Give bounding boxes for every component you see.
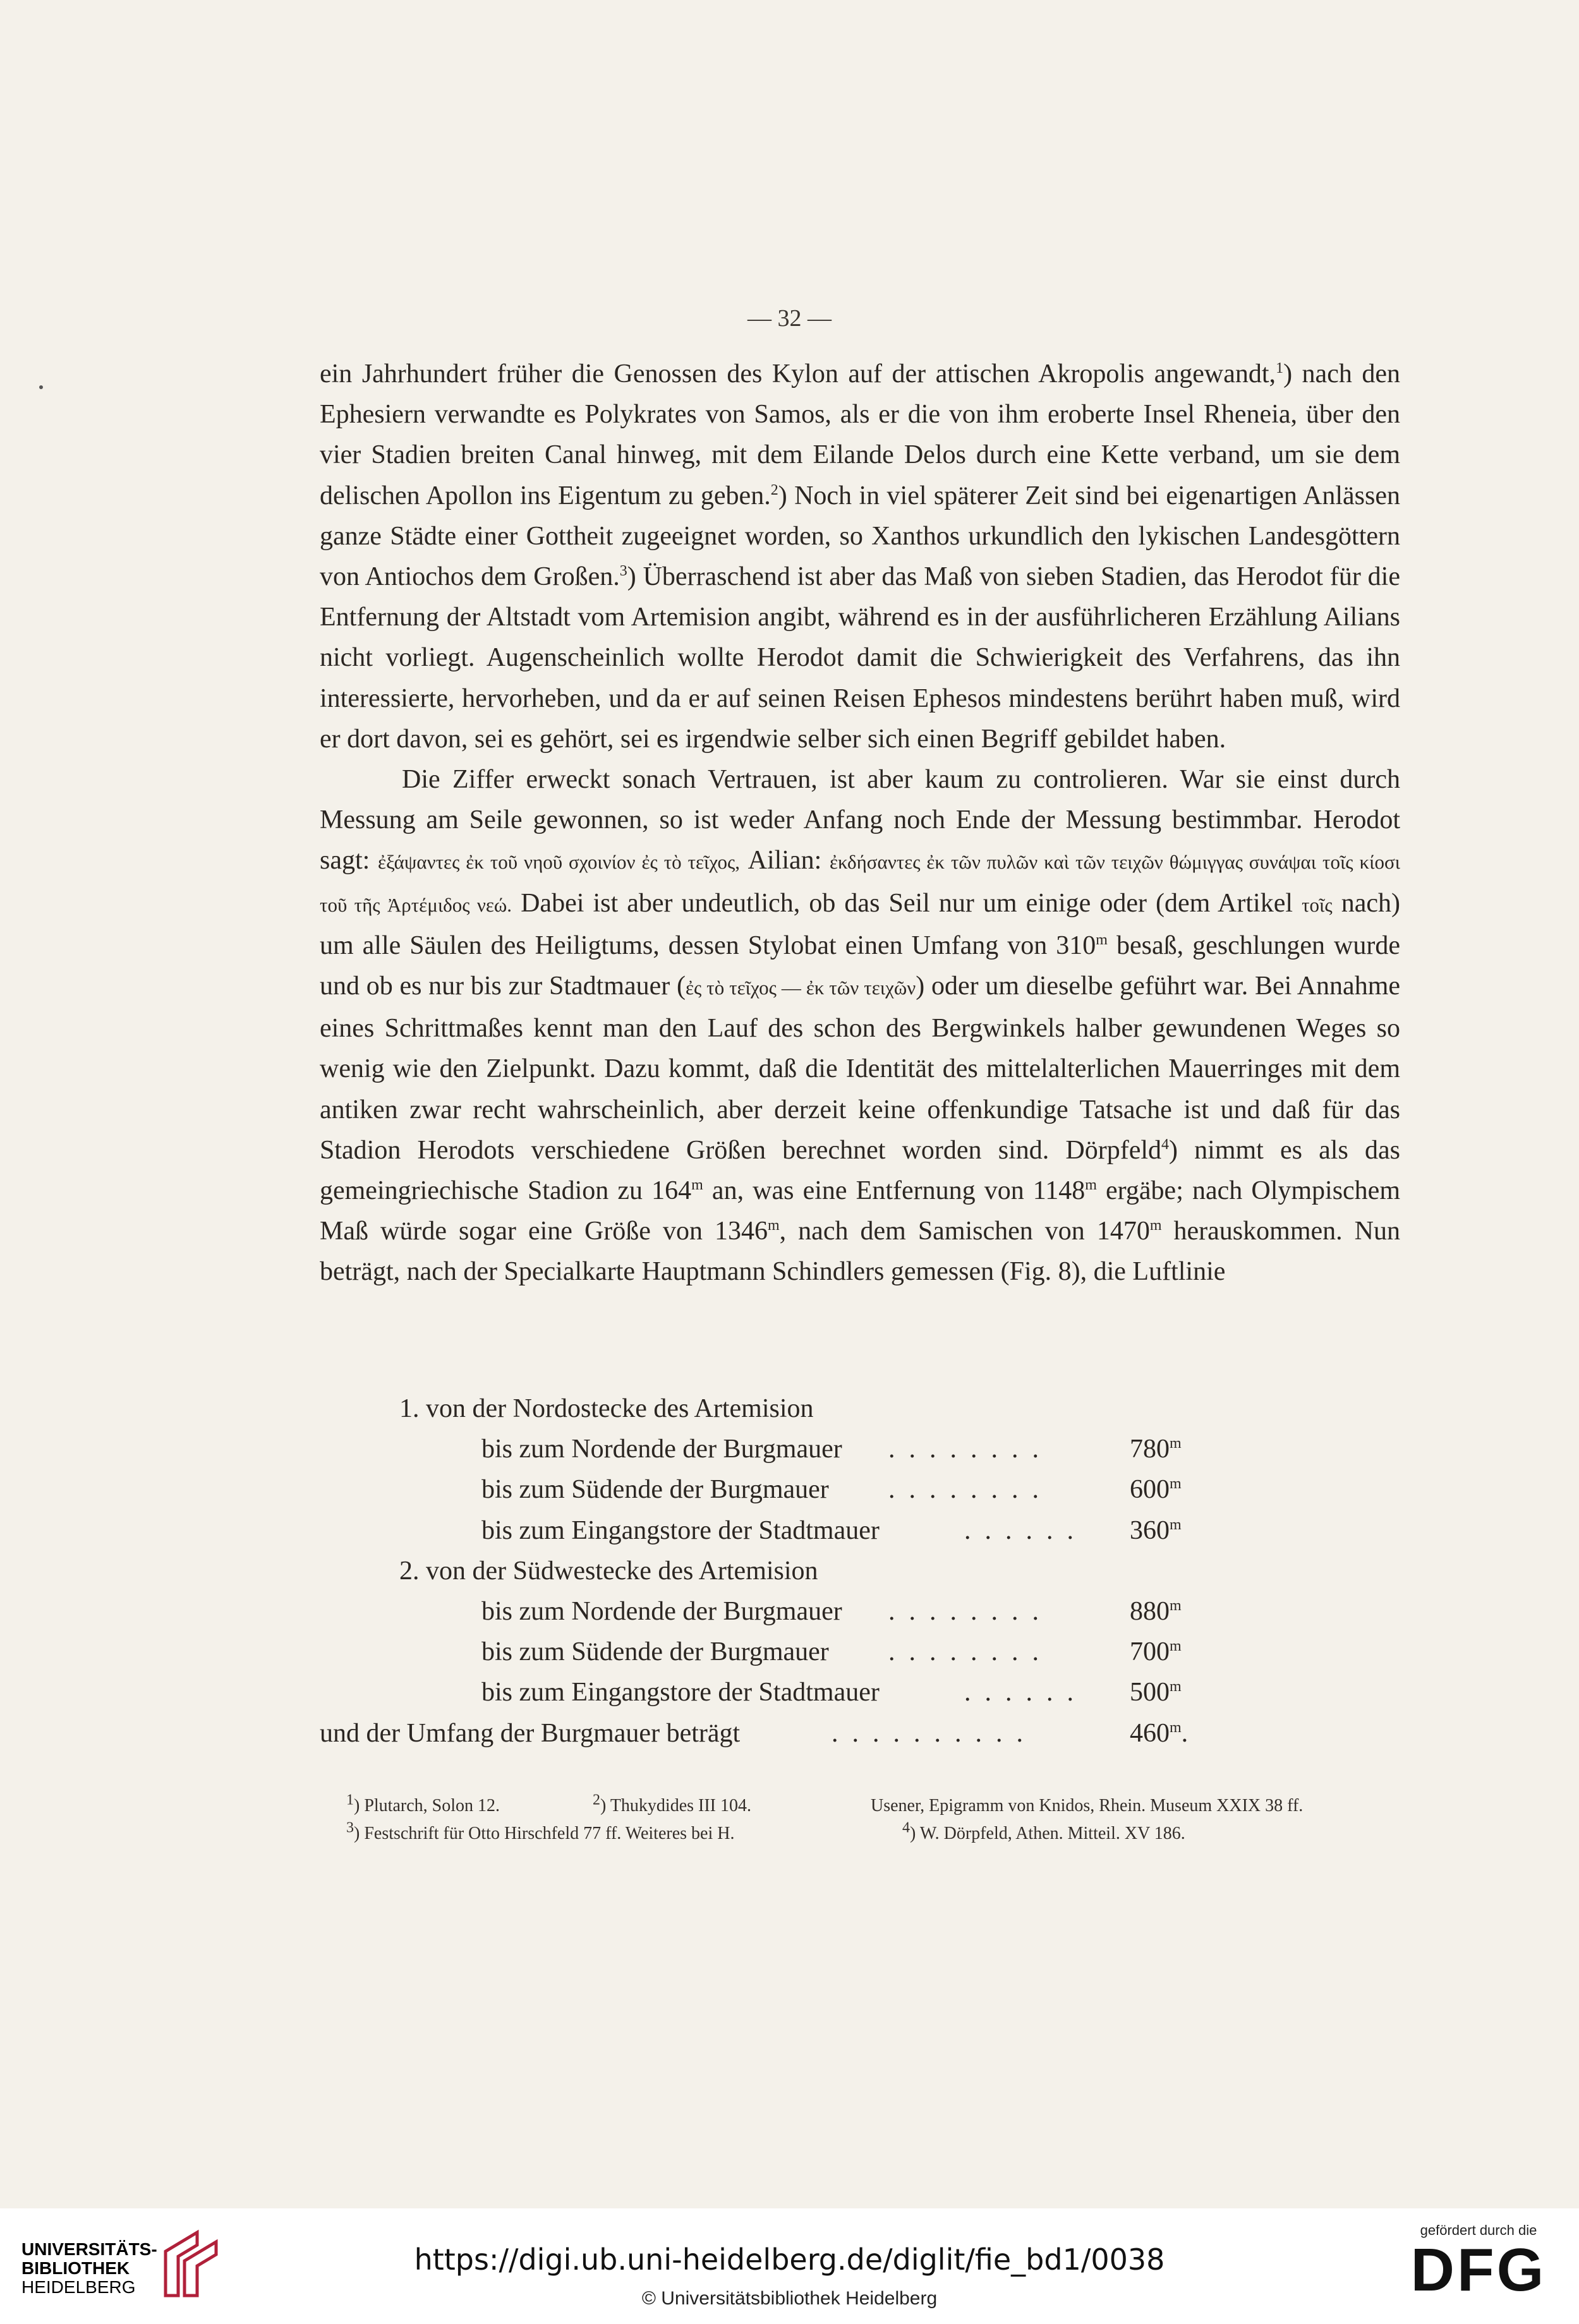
dot-leader: ...... — [964, 1678, 1087, 1707]
measurement-row — [320, 1596, 1274, 1637]
text-span: ein Jahrhundert früher die Genossen des Kylon auf der attischen Akropolis angewandt, — [320, 359, 1276, 388]
footnote-text: ) Thukydides III 104. — [600, 1796, 751, 1815]
measurement-row — [320, 1677, 1274, 1718]
value-number: 360 — [1130, 1515, 1170, 1545]
dot-leader: ........ — [888, 1596, 1053, 1626]
text-span: nach) um alle Säulen des Heiligtums, dessen Stylobat einen Umfang von 310 — [320, 888, 1400, 960]
measurement-heading: 2. von der Südwestecke des Artemision — [399, 1556, 818, 1586]
greek-quote: ἐκδήσαντες ἐκ τῶν πυλῶν καὶ τῶν τειχῶν θώμιγγας συνάψαι τοῖς κίοσι τοῦ τῆς Ἀρτέμιδος νεώ. — [320, 851, 1401, 916]
text-span: Die Ziffer erweckt sonach Vertrauen, ist aber kaum zu controlieren. War sie einst durch Messung am Seile gewonnen, so ist weder Anfang noch Ende der Messung bestimmbar. Herodot sagt: — [320, 765, 1400, 876]
footnote-ref[interactable]: 1 — [1276, 360, 1284, 376]
measurement-label: und der Umfang der Burgmauer beträgt — [320, 1718, 741, 1748]
measurement-label: bis zum Nordende der Burgmauer — [481, 1596, 842, 1626]
copyright-text: © Universitätsbibliothek Heidelberg — [641, 2288, 938, 2309]
footnote — [593, 1791, 751, 1820]
value-suffix: . — [1181, 1718, 1189, 1748]
library-name-line: UNIVERSITÄTS- — [21, 2239, 157, 2259]
footnote-mark: 4 — [902, 1819, 910, 1836]
measurement-value — [1130, 1637, 1182, 1667]
footnote-ref[interactable]: 3 — [619, 563, 627, 580]
footnote-mark: 2 — [593, 1791, 600, 1809]
measurement-row — [320, 1556, 1274, 1596]
funder-note: gefördert durch die — [1420, 2222, 1537, 2238]
scan-mark — [39, 385, 43, 389]
dot-leader: ........ — [888, 1637, 1053, 1667]
dot-leader: ........ — [888, 1435, 1053, 1464]
measurement-label: bis zum Eingangstore der Stadtmauer — [481, 1515, 880, 1545]
footnote-text: ) Plutarch, Solon 12. — [354, 1796, 500, 1815]
footnote-text: Usener, Epigramm von Knidos, Rhein. Museum XXIX 38 ff. — [871, 1796, 1304, 1815]
footer-bar — [0, 2208, 1579, 2324]
measurement-label: bis zum Südende der Burgmauer — [481, 1475, 829, 1505]
unit-superscript: m — [1170, 1435, 1182, 1452]
unit-superscript: m — [1096, 931, 1108, 948]
measurement-value — [1130, 1474, 1182, 1505]
footnote-ref[interactable]: 4 — [1161, 1136, 1169, 1153]
value-number: 460 — [1130, 1718, 1170, 1748]
measurement-label: bis zum Eingangstore der Stadtmauer — [481, 1678, 880, 1707]
footnote-line — [346, 1820, 1400, 1848]
footnote — [346, 1819, 735, 1848]
dot-leader: ...... — [964, 1515, 1087, 1545]
text-span: , nach dem Samischen von 1470 — [779, 1217, 1150, 1246]
text-span: ) nimmt es als das gemeingriechische Stadion zu 164 — [320, 1135, 1400, 1206]
footnote-text: ) W. Dörpfeld, Athen. Mitteil. XV 186. — [910, 1824, 1185, 1843]
paragraph-2 — [320, 759, 1400, 1292]
library-name-line: BIBLIOTHEK — [21, 2258, 130, 2278]
measurement-value — [1130, 1718, 1188, 1749]
library-name-line: HEIDELBERG — [21, 2277, 136, 2297]
footnote — [346, 1791, 500, 1820]
measurement-value — [1130, 1596, 1182, 1627]
unit-superscript: m — [1149, 1217, 1162, 1234]
measurement-row — [320, 1394, 1274, 1434]
measurement-row — [320, 1434, 1274, 1474]
unit-superscript: m — [1085, 1177, 1097, 1194]
text-span: besaß, geschlungen wurde und ob es nur bis zur Stadtmauer ( — [320, 930, 1400, 1001]
footnote-ref[interactable]: 2 — [770, 481, 778, 498]
unit-superscript: m — [1170, 1638, 1182, 1655]
text-span: herauskommen. Nun beträgt, nach der Specialkarte Hauptmann Schindlers gemessen (Fig. 8), die Luftlinie — [320, 1217, 1400, 1287]
measurement-value — [1130, 1677, 1182, 1707]
text-span: ) oder um dieselbe geführt war. Bei Annahme eines Schrittmaßes kennt man den Lauf des schon des Bergwinkels halber gewundenen Weges so wenig wie den Zielpunkt. Dazu kommt, daß die Identität des mittelalterlichen Mauerringes mit dem antiken zwar recht wahrscheinlich, aber derzeit keine offenkundige Tatsache ist und daß für das Stadion Herodots verschiedene Größen berechnet worden sind. Dörpfeld — [320, 972, 1400, 1165]
text-span: an, was eine Entfernung von 1148 — [703, 1176, 1086, 1206]
dfg-logo-text: DFG — [1410, 2236, 1547, 2304]
measurement-row — [320, 1474, 1274, 1515]
text-span: ) Noch in viel späterer Zeit sind bei eigenartigen Anlässen ganze Städte einer Gottheit zugeeignet worden, so Xanthos urkundlich den lykischen Landesgöttern von Antiochos dem Großen. — [320, 481, 1400, 592]
paragraph-1 — [320, 354, 1400, 759]
value-number: 700 — [1130, 1637, 1170, 1667]
text-span: ) Überraschend ist aber das Maß von sieben Stadien, das Herodot für die Entfernung der Altstadt vom Artemision angibt, während es in der ausführlicheren Erzählung Ailians nicht vorliegt. Augenscheinlich wollte Herodot damit die Schwierigkeit des Verfahrens, das ihn interessierte, hervorheben, und da er auf seinen Reisen Ephesos mindestens berührt haben muß, wird er dort davon, sei es gehört, sei es irgendwie selber sich einen Begriff gebildet haben. — [320, 562, 1400, 754]
text-span: Dabei ist aber undeutlich, ob das Seil nur um einige oder (dem Artikel — [512, 888, 1302, 918]
measurement-value — [1130, 1434, 1182, 1464]
unit-superscript: m — [691, 1177, 703, 1194]
footnote-mark: 1 — [346, 1791, 354, 1809]
greek-quote: τοῖς — [1302, 893, 1333, 916]
unit-superscript: m — [1170, 1597, 1182, 1614]
measurement-label: bis zum Nordende der Burgmauer — [481, 1435, 842, 1464]
value-number: 500 — [1130, 1678, 1170, 1707]
greek-quote: ἐς τὸ τεῖχος — ἐκ τῶν τειχῶν — [685, 977, 916, 999]
page-number: — 32 — — [747, 305, 832, 332]
value-number: 780 — [1130, 1435, 1170, 1464]
measurement-heading: 1. von der Nordostecke des Artemision — [399, 1394, 814, 1423]
dot-leader: .......... — [832, 1718, 1037, 1748]
body-text — [320, 354, 1400, 1292]
unit-superscript: m — [1170, 1476, 1182, 1493]
dfg-logo[interactable] — [1403, 2222, 1554, 2302]
measurement-row — [320, 1515, 1274, 1556]
text-span: Ailian: — [740, 846, 830, 876]
measurement-value — [1130, 1515, 1182, 1546]
unit-superscript: m — [1170, 1516, 1182, 1533]
unit-superscript: m — [767, 1217, 780, 1234]
footnote-line — [346, 1792, 1400, 1820]
measurement-list — [320, 1394, 1274, 1759]
value-number: 880 — [1130, 1596, 1170, 1626]
value-number: 600 — [1130, 1475, 1170, 1505]
footnote-mark: 3 — [346, 1819, 354, 1836]
footnote-text: ) Festschrift für Otto Hirschfeld 77 ff. Weiteres bei H. — [354, 1824, 735, 1843]
measurement-row — [320, 1637, 1274, 1677]
text-span: ) nach den Ephesiern verwandte es Polykrates von Samos, als er die von ihm eroberte Insel Rheneia, über den vier Stadien breiten Canal hinweg, mit dem Eilande Delos durch eine Kette verband, um sie dem delischen Apollon ins Eigentum zu geben. — [320, 359, 1400, 510]
text-span: ergäbe; nach Olympischem Maß würde sogar eine Größe von 1346 — [320, 1176, 1400, 1246]
unit-superscript: m — [1170, 1678, 1182, 1695]
footnotes — [346, 1792, 1400, 1848]
measurement-row — [320, 1718, 1274, 1759]
footnote — [902, 1819, 1185, 1848]
unit-superscript: m — [1170, 1719, 1182, 1736]
page-url-link[interactable]: https://digi.ub.uni-heidelberg.de/diglit/fie_bd1/0038 — [414, 2243, 1165, 2277]
greek-quote: ἐξάψαντες ἐκ τοῦ νηοῦ σχοινίον ἐς τὸ τεῖχος, — [378, 851, 740, 874]
measurement-label: bis zum Südende der Burgmauer — [481, 1637, 829, 1667]
dot-leader: ........ — [888, 1475, 1053, 1505]
